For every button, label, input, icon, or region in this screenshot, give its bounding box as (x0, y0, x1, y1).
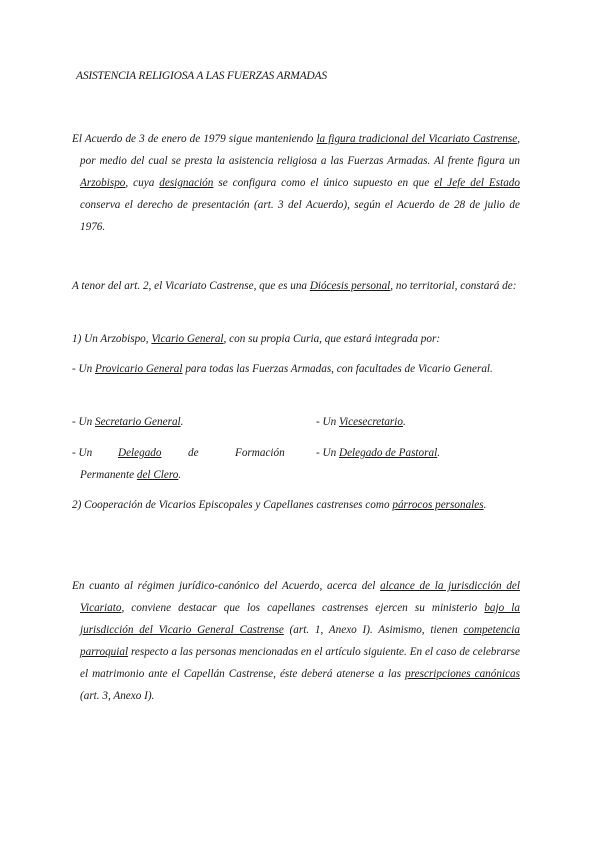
text: (art. 3, Anexo I). (80, 690, 155, 702)
text: . (483, 499, 487, 511)
text: 2) Cooperación de Vicarios Episcopales y Capellanes castrenses como (72, 499, 393, 511)
text: . (403, 416, 406, 428)
text: de (188, 447, 199, 459)
underlined-text: bajo la jurisdicción del Vicario General Castrense (80, 602, 520, 636)
text: , por medio del cual se presta la asistencia religiosa a las Fuerzas Armadas. Al frente figura un (80, 133, 520, 167)
text: En cuanto al régimen jurídico-canónico del Acuerdo, acerca del (72, 580, 381, 592)
text: - Un (72, 363, 95, 375)
underlined-text: Delegado (118, 447, 162, 459)
list-item-cooperacion (72, 494, 520, 516)
underlined-text: del Clero (136, 469, 179, 481)
underlined-text: Diócesis personal (309, 280, 391, 292)
de-word (188, 442, 199, 464)
text: Formación (235, 447, 285, 459)
text: respecto a las personas mencionadas en el artículo siguiente. En el caso de celebrarse el matrimonio ante el Capellán Castrense, éste deberá atenerse a las (80, 646, 520, 680)
underlined-text: competencia parroquial (80, 624, 520, 658)
delegado-word (118, 442, 162, 464)
text: se configura como el único supuesto en que (213, 177, 435, 189)
formacion-word (235, 442, 285, 464)
text: (art. 1, Anexo I). Asimismo, tienen (283, 624, 464, 636)
text: , cuya (125, 177, 160, 189)
paragraph-vicariato (72, 128, 520, 238)
text: . (180, 416, 184, 428)
underlined-text: Provicario General (95, 363, 183, 375)
text: para todas las Fuerzas Armadas, con facultades de Vicario General. (182, 363, 493, 375)
text: Permanente (80, 469, 137, 481)
underlined-text: alcance de la jurisdicción del Vicariato (80, 580, 520, 614)
underlined-text: Arzobispo (80, 177, 126, 189)
paragraph-regimen-juridico (72, 575, 520, 707)
text: El Acuerdo de 3 de enero de 1979 sigue manteniendo (72, 133, 317, 145)
text: . (437, 447, 440, 459)
underlined-text: Delegado de Pastoral (339, 447, 438, 459)
text: , con su propia Curia, que estará integrada por: (223, 333, 441, 345)
underlined-text: Vicesecretario (339, 416, 403, 428)
text: A tenor del art. 2, el Vicariato Castrense, que es una (72, 280, 310, 292)
list-item-provicario (72, 358, 520, 380)
underlined-text: el Jefe del Estado (434, 177, 520, 189)
text: conserva el derecho de presentación (art. 3 del Acuerdo), según el Acuerdo de 28 de julio de 1976. (80, 199, 520, 233)
underlined-text: prescripciones canónicas (405, 668, 520, 680)
list-item-vicesecretario (316, 411, 406, 433)
underlined-text: designación (159, 177, 214, 189)
underlined-text: Secretario General (95, 416, 181, 428)
underlined-text: Vicario General (151, 333, 224, 345)
paragraph-diocesis (72, 275, 520, 297)
list-item-delegado-formacion-line1 (72, 442, 92, 464)
text: , no territorial, constará de: (390, 280, 517, 292)
text: , conviene destacar que los capellanes castrenses ejercen su ministerio (121, 602, 485, 614)
underlined-text: párrocos personales (392, 499, 484, 511)
list-item-delegado-pastoral (316, 442, 440, 464)
text: - Un (316, 447, 339, 459)
text: - Un (316, 416, 339, 428)
list-item-secretario (72, 411, 183, 433)
text: . (178, 469, 182, 481)
underlined-text: la figura tradicional del Vicariato Castrense (316, 133, 518, 145)
text: 1) Un Arzobispo, (72, 333, 152, 345)
document-title: ASISTENCIA RELIGIOSA A LAS FUERZAS ARMADAS (76, 70, 327, 82)
text: - Un (72, 447, 93, 459)
list-item-arzobispo (72, 328, 440, 350)
text: - Un (72, 416, 95, 428)
list-item-delegado-formacion-line2 (80, 464, 181, 486)
